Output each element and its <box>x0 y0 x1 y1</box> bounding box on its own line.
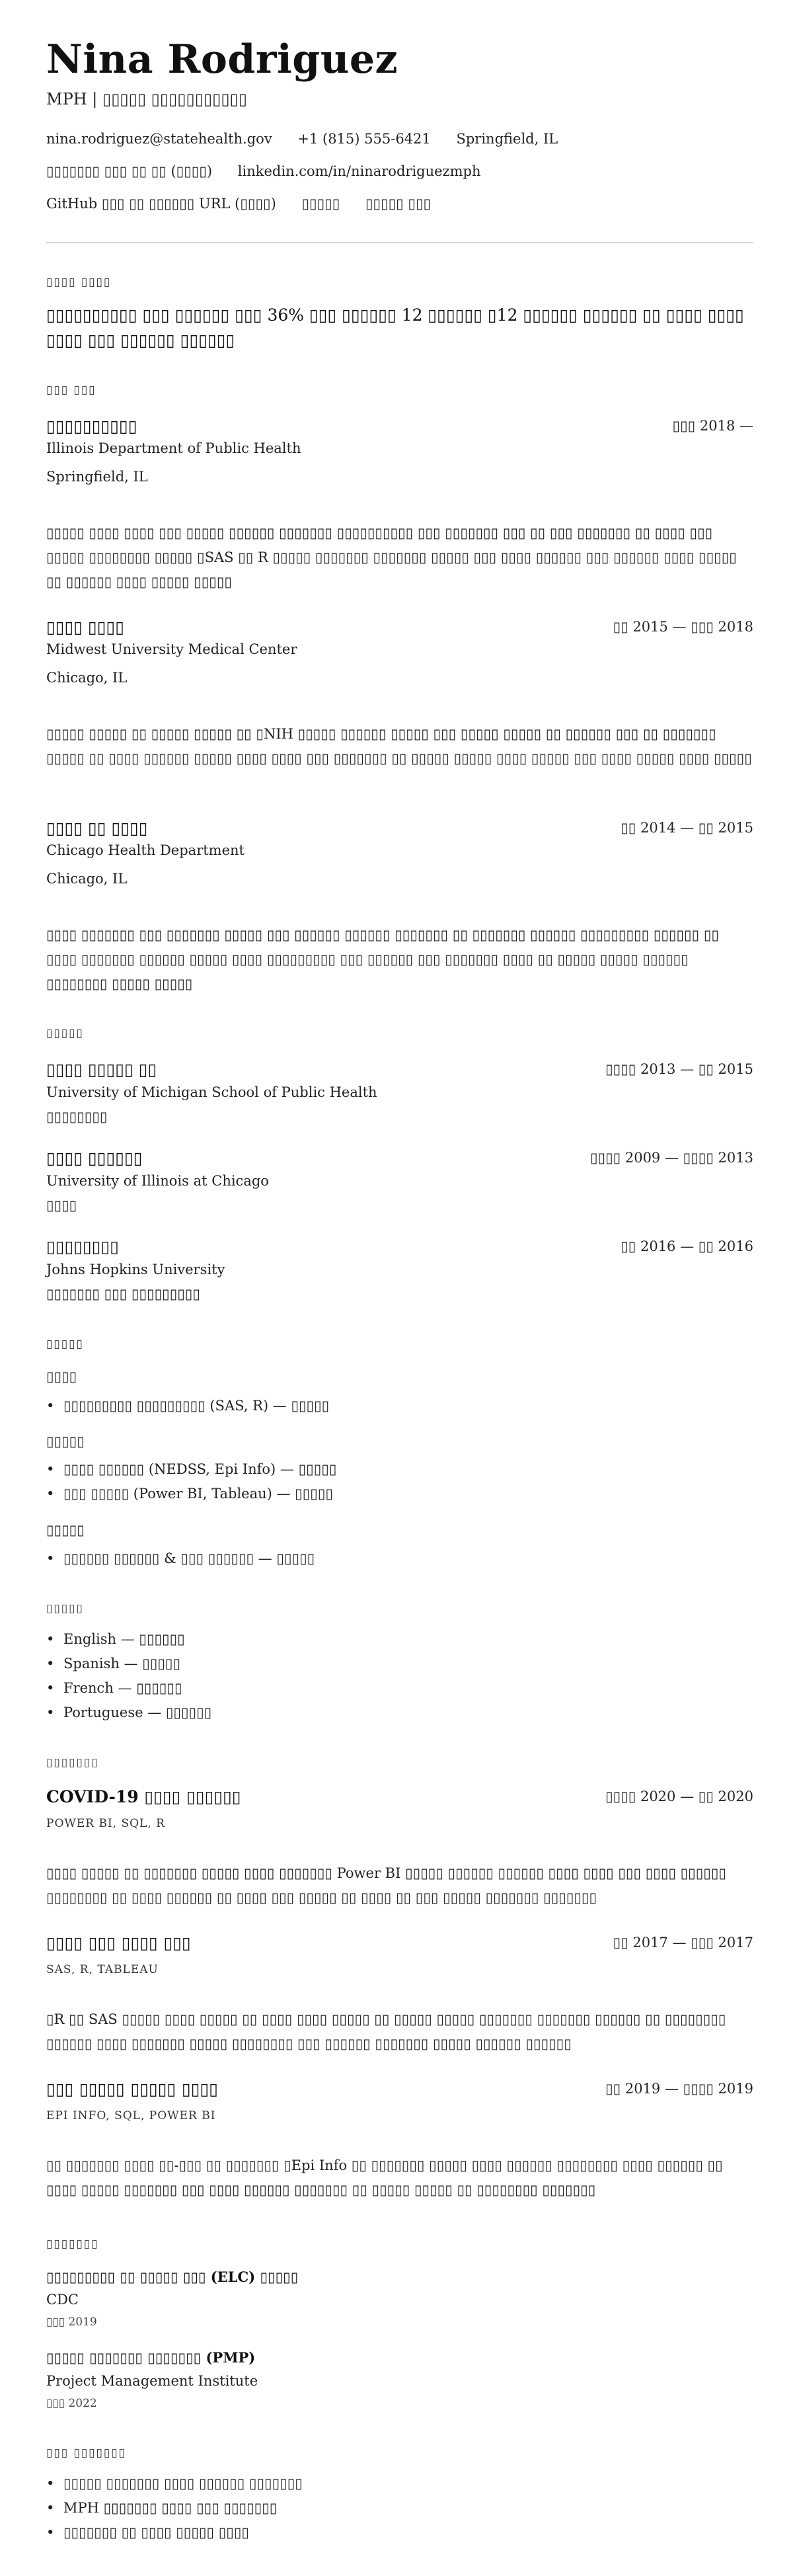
skill-category: ▯▯▯▯▯ <box>46 1433 85 1449</box>
job-description: ▯▯▯▯▯ ▯▯▯▯ ▯▯▯▯ ▯▯▯ ▯▯▯▯▯ ▯▯▯▯▯▯ ▯▯▯▯▯▯▯ ▯▯▯▯▯▯▯▯▯▯ ▯▯▯ ▯▯▯▯▯▯▯ ▯▯▯ ▯▯ ▯▯▯ ▯▯▯▯▯▯▯ ▯▯ ▯▯▯▯ ▯▯▯ ▯▯▯▯▯ ▯▯▯▯▯▯▯▯ ▯▯▯▯▯ ▯SAS ▯▯ R ▯▯▯▯▯ ▯▯▯▯▯▯▯ ▯▯▯▯▯▯▯ ▯▯▯▯▯ ▯▯▯ ▯▯▯▯ ▯▯▯▯▯▯ ▯▯▯ ▯▯▯▯▯▯ ▯▯▯▯ ▯▯▯▯▯ ▯▯ ▯▯▯▯▯▯ ▯▯▯▯ ▯▯▯▯▯ ▯▯▯▯▯ <box>46 525 737 590</box>
certification-name: ▯▯▯▯▯▯▯▯▯ ▯▯ ▯▯▯▯▯ ▯▯▯ (ELC) ▯▯▯▯▯ <box>46 2269 299 2285</box>
project-description: ▯▯ ▯▯▯▯▯▯▯ ▯▯▯▯ ▯▯-▯▯▯ ▯▯ ▯▯▯▯▯▯▯ ▯Epi Info ▯▯ ▯▯▯▯▯▯▯ ▯▯▯▯▯ ▯▯▯▯ ▯▯▯▯▯▯ ▯▯▯▯▯▯▯▯ ▯▯▯▯ ▯▯▯▯▯▯ ▯▯ ▯▯▯▯ ▯▯▯▯▯ ▯▯▯▯▯▯▯ ▯▯▯ ▯▯▯▯ ▯▯▯▯▯▯ ▯▯▯▯▯▯▯ ▯▯ ▯▯▯▯▯ ▯▯▯▯▯ ▯▯ ▯▯▯▯▯▯▯▯ ▯▯▯▯▯▯▯ <box>46 2157 723 2198</box>
language-item: • French — ▯▯▯▯▯▯ <box>46 1680 182 1696</box>
school-name: University of Illinois at Chicago <box>46 1173 269 1189</box>
job-description: ▯▯▯▯ ▯▯▯▯▯▯▯ ▯▯▯ ▯▯▯▯▯▯▯ ▯▯▯▯▯ ▯▯▯ ▯▯▯▯▯▯ ▯▯▯▯▯▯ ▯▯▯▯▯▯▯ ▯▯ ▯▯▯▯▯▯▯ ▯▯▯▯▯▯ ▯▯▯▯▯▯▯▯▯ ▯▯▯▯▯▯ ▯▯ ▯▯▯▯ ▯▯▯▯▯▯▯ ▯▯▯▯▯▯ ▯▯▯▯▯ ▯▯▯▯ ▯▯▯▯▯▯▯▯▯ ▯▯▯ ▯▯▯▯▯▯ ▯▯▯ ▯▯▯▯▯▯▯ ▯▯▯▯ ▯▯ ▯▯▯▯▯ ▯▯▯▯▯ ▯▯▯▯▯▯ ▯▯▯▯▯▯▯▯ ▯▯▯▯▯ ▯▯▯▯▯ <box>46 927 719 992</box>
degree-title: ▯▯▯▯ ▯▯▯▯▯ ▯▯ <box>46 1060 157 1079</box>
award-item: • ▯▯▯▯▯▯▯ ▯▯ ▯▯▯▯ ▯▯▯▯▯ ▯▯▯▯ <box>46 2524 249 2540</box>
skill-item: • ▯▯▯▯▯▯▯▯▯ ▯▯▯▯▯▯▯▯▯ (SAS, R) — ▯▯▯▯▯ <box>46 1398 330 1414</box>
job-date: ▯▯▯ 2018 — <box>672 418 753 434</box>
candidate-name: Nina Rodriguez <box>46 36 398 83</box>
phone-text: +1 (815) 555-6421 <box>297 131 431 147</box>
website-link[interactable]: ▯▯▯▯▯▯▯ ▯▯▯ ▯▯ ▯▯ (▯▯▯▯) <box>46 163 213 179</box>
education-date: ▯▯▯▯ 2013 — ▯▯ 2015 <box>605 1061 753 1077</box>
contact-line-2 <box>46 163 502 179</box>
contact-extra-2: ▯▯▯▯▯ ▯▯▯ <box>365 196 432 212</box>
bullet-icon: • <box>46 1656 55 1671</box>
bullet-icon: • <box>46 2524 55 2540</box>
skill-category: ▯▯▯▯▯ <box>46 1522 85 1538</box>
bullet-icon: • <box>46 1486 55 1502</box>
job-title: ▯▯▯▯ ▯▯ ▯▯▯▯ <box>46 819 148 838</box>
skill-item: • ▯▯▯▯▯▯ ▯▯▯▯▯▯ & ▯▯▯ ▯▯▯▯▯▯ — ▯▯▯▯▯ <box>46 1550 315 1566</box>
project-tech: POWER BI, SQL, R <box>46 1817 165 1830</box>
degree-title: ▯▯▯▯▯▯▯▯ <box>46 1237 120 1256</box>
skill-item: • ▯▯▯▯ ▯▯▯▯▯▯ (NEDSS, Epi Info) — ▯▯▯▯▯ <box>46 1461 337 1477</box>
job-title: ▯▯▯▯▯▯▯▯▯▯ <box>46 417 137 436</box>
header-divider <box>46 242 753 243</box>
job-description: ▯▯▯▯▯ ▯▯▯▯▯ ▯▯ ▯▯▯▯▯ ▯▯▯▯▯ ▯▯ ▯NIH ▯▯▯▯▯ ▯▯▯▯▯▯ ▯▯▯▯▯ ▯▯▯ ▯▯▯▯▯ ▯▯▯▯▯ ▯▯ ▯▯▯▯▯▯ ▯▯▯ ▯▯ ▯▯▯▯▯▯▯ ▯▯▯▯▯ ▯▯ ▯▯▯▯ ▯▯▯▯▯▯ ▯▯▯▯▯ ▯▯▯▯ ▯▯▯▯ ▯▯▯ ▯▯▯▯▯▯▯ ▯▯ ▯▯▯▯▯ ▯▯▯▯▯ ▯▯▯▯ ▯▯▯▯▯ ▯▯▯ ▯▯▯▯ ▯▯▯▯▯ ▯▯▯▯ ▯▯▯▯▯ <box>46 726 752 766</box>
degree-title: ▯▯▯▯ ▯▯▯▯▯▯ <box>46 1148 143 1168</box>
certification-issuer: CDC <box>46 2292 79 2308</box>
education-field: ▯▯▯▯ <box>46 1197 77 1213</box>
certification-issuer: Project Management Institute <box>46 2373 258 2389</box>
education-field: ▯▯▯▯▯▯▯▯ <box>46 1109 108 1125</box>
bullet-icon: • <box>46 1550 55 1566</box>
github-link[interactable]: GitHub ▯▯▯ ▯▯ ▯▯▯▯▯▯ URL (▯▯▯▯) <box>46 196 276 212</box>
awards-heading: ▯▯▯ ▯▯▯▯▯▯▯ <box>46 2446 126 2460</box>
languages-heading: ▯▯▯▯▯ <box>46 1602 84 1615</box>
contact-line-1 <box>46 131 579 147</box>
linkedin-link[interactable]: linkedin.com/in/ninarodriguezmph <box>237 163 481 179</box>
bullet-icon: • <box>46 2475 55 2491</box>
summary-heading: ▯▯▯▯ ▯▯▯▯ <box>46 276 112 289</box>
education-date: ▯▯ 2016 — ▯▯ 2016 <box>621 1238 753 1254</box>
bullet-icon: • <box>46 1705 55 1720</box>
projects-heading: ▯▯▯▯▯▯▯ <box>46 1756 99 1769</box>
job-location: Chicago, IL <box>46 670 128 686</box>
summary-text: ▯▯▯▯▯▯▯▯▯▯ ▯▯▯ ▯▯▯▯▯▯ ▯▯▯ 36% ▯▯▯ ▯▯▯▯▯▯ 12 ▯▯▯▯▯▯ ▯12 ▯▯▯▯▯▯ ▯▯▯▯▯▯ ▯▯ ▯▯▯▯ ▯▯▯▯ ▯▯▯▯ ▯▯▯ ▯▯▯▯▯▯ ▯▯▯▯▯▯ <box>46 305 744 350</box>
project-description: ▯▯▯▯ ▯▯▯▯▯ ▯▯ ▯▯▯▯▯▯▯ ▯▯▯▯▯ ▯▯▯▯ ▯▯▯▯▯▯▯ Power BI ▯▯▯▯▯ ▯▯▯▯▯▯ ▯▯▯▯▯▯ ▯▯▯▯ ▯▯▯▯ ▯▯▯ ▯▯▯▯ ▯▯▯▯▯▯ ▯▯▯▯▯▯▯▯ ▯▯ ▯▯▯▯ ▯▯▯▯▯▯ ▯▯ ▯▯▯▯ ▯▯▯ ▯▯▯▯▯ ▯▯ ▯▯▯▯ ▯▯ ▯▯▯ ▯▯▯▯▯ ▯▯▯▯▯▯▯ ▯▯▯▯▯▯▯ <box>46 1865 726 1906</box>
bullet-icon: • <box>46 1631 55 1647</box>
project-tech: EPI INFO, SQL, POWER BI <box>46 2109 216 2122</box>
project-tech: SAS, R, TABLEAU <box>46 1963 159 1976</box>
bullet-icon: • <box>46 1680 55 1696</box>
candidate-subtitle: MPH | ▯▯▯▯▯ ▯▯▯▯▯▯▯▯▯▯▯ <box>46 90 247 108</box>
job-org: Midwest University Medical Center <box>46 641 297 657</box>
project-title: ▯▯▯ ▯▯▯▯▯ ▯▯▯▯▯ ▯▯▯▯ <box>46 2079 218 2099</box>
skill-item: • ▯▯▯ ▯▯▯▯▯ (Power BI, Tableau) — ▯▯▯▯▯ <box>46 1486 333 1502</box>
job-date: ▯▯ 2014 — ▯▯ 2015 <box>621 820 753 836</box>
school-name: Johns Hopkins University <box>46 1262 225 1277</box>
location-text: Springfield, IL <box>456 131 558 147</box>
project-description: ▯R ▯▯ SAS ▯▯▯▯▯ ▯▯▯▯ ▯▯▯▯▯ ▯▯ ▯▯▯▯ ▯▯▯▯ ▯▯▯▯▯ ▯▯ ▯▯▯▯▯ ▯▯▯▯▯ ▯▯▯▯▯▯▯ ▯▯▯▯▯▯▯ ▯▯▯▯▯▯ ▯▯ ▯▯▯▯▯▯▯▯ ▯▯▯▯▯▯ ▯▯▯▯ ▯▯▯▯▯▯▯ ▯▯▯▯▯ ▯▯▯▯▯▯▯▯ ▯▯▯ ▯▯▯▯▯▯ ▯▯▯▯▯▯▯ ▯▯▯▯▯ ▯▯▯▯▯▯ ▯▯▯▯▯▯ <box>46 2011 726 2052</box>
experience-heading: ▯▯▯ ▯▯▯ <box>46 383 96 397</box>
certification-date: ▯▯▯ 2022 <box>46 2397 97 2410</box>
language-item: • Spanish — ▯▯▯▯▯ <box>46 1656 181 1671</box>
bullet-icon: • <box>46 2500 55 2516</box>
education-date: ▯▯▯▯ 2009 — ▯▯▯▯ 2013 <box>589 1150 753 1166</box>
email-link[interactable]: nina.rodriguez@statehealth.gov <box>46 131 272 147</box>
job-date: ▯▯ 2015 — ▯▯▯ 2018 <box>613 619 753 635</box>
language-item: • English — ▯▯▯▯▯▯ <box>46 1631 185 1647</box>
award-item: • MPH ▯▯▯▯▯▯▯ ▯▯▯▯ ▯▯▯ ▯▯▯▯▯▯▯ <box>46 2500 278 2516</box>
skill-category: ▯▯▯▯ <box>46 1369 77 1385</box>
education-heading: ▯▯▯▯▯ <box>46 1027 84 1040</box>
certification-date: ▯▯▯ 2019 <box>46 2315 97 2329</box>
contact-line-3 <box>46 196 452 212</box>
skills-heading: ▯▯▯▯▯ <box>46 1338 84 1351</box>
bullet-icon: • <box>46 1461 55 1477</box>
job-location: Springfield, IL <box>46 469 148 485</box>
school-name: University of Michigan School of Public Health <box>46 1084 377 1100</box>
contact-extra-1: ▯▯▯▯▯ <box>301 196 340 212</box>
job-location: Chicago, IL <box>46 871 128 887</box>
project-title: ▯▯▯▯ ▯▯▯ ▯▯▯▯ ▯▯▯ <box>46 1933 191 1952</box>
certification-name: ▯▯▯▯▯ ▯▯▯▯▯▯▯ ▯▯▯▯▯▯▯ (PMP) <box>46 2349 256 2366</box>
job-org: Chicago Health Department <box>46 842 245 858</box>
project-date: ▯▯▯▯ 2020 — ▯▯ 2020 <box>605 1789 753 1804</box>
project-title: COVID-19 ▯▯▯▯ ▯▯▯▯▯▯ <box>46 1787 241 1806</box>
certifications-heading: ▯▯▯▯▯▯▯ <box>46 2237 99 2251</box>
award-item: • ▯▯▯▯▯ ▯▯▯▯▯▯▯ ▯▯▯▯ ▯▯▯▯▯▯ ▯▯▯▯▯▯▯ <box>46 2475 303 2491</box>
language-item: • Portuguese — ▯▯▯▯▯▯ <box>46 1705 212 1720</box>
bullet-icon: • <box>46 1398 55 1414</box>
project-date: ▯▯ 2019 — ▯▯▯▯ 2019 <box>605 2081 753 2097</box>
job-title: ▯▯▯▯ ▯▯▯▯ <box>46 618 125 637</box>
project-date: ▯▯ 2017 — ▯▯▯ 2017 <box>613 1935 753 1951</box>
job-org: Illinois Department of Public Health <box>46 440 301 456</box>
education-field: ▯▯▯▯▯▯▯ ▯▯▯ ▯▯▯▯▯▯▯▯▯ <box>46 1286 200 1302</box>
